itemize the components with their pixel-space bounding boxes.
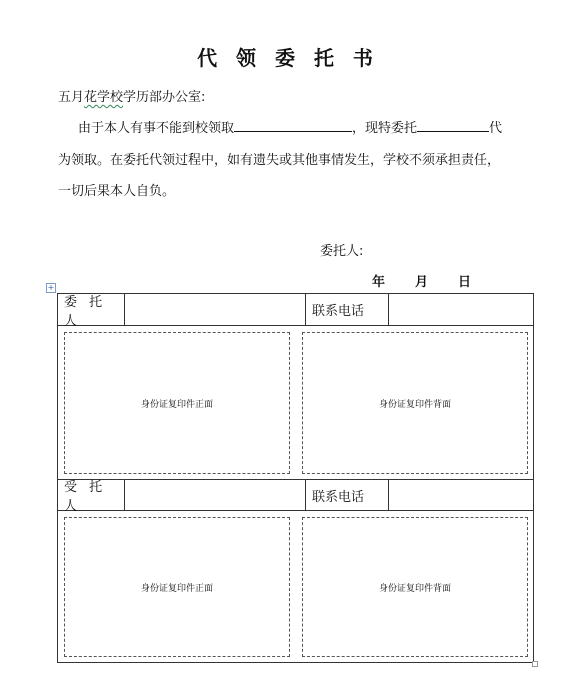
date-day: 日 [458, 275, 472, 290]
date-year: 年 [372, 275, 386, 290]
paragraph-line-2: 为领取。在委托代领过程中，如有遗失或其他事情发生，学校不须承担责任， [58, 153, 501, 168]
agent-row [58, 480, 533, 514]
principal-phone-label: 联系电话 [312, 304, 365, 319]
date-month: 月 [415, 275, 429, 290]
principal-name-cell[interactable] [125, 294, 305, 325]
principal-id-front-box[interactable]: 身份证复印件正面 [64, 332, 290, 474]
agent-name-cell[interactable] [125, 480, 305, 510]
addressee-school: 花学校 [84, 90, 124, 105]
document-title: 代 领 委 托 书 [197, 46, 379, 70]
table-resize-handle[interactable] [532, 661, 538, 667]
principal-id-back-box[interactable]: 身份证复印件背面 [302, 332, 528, 474]
addressee-line [58, 86, 205, 105]
para-text-a: 由于本人有事不能到校领取 [78, 121, 235, 136]
agent-name-blank[interactable] [417, 119, 489, 132]
signature-label: 委托人: [320, 244, 364, 259]
addressee-suffix: 学历部办公室: [123, 90, 206, 105]
principal-label: 委 托 人 [64, 294, 107, 329]
table-move-handle-icon[interactable]: + [47, 283, 55, 292]
principal-row [58, 294, 533, 329]
agent-label: 受 托 人 [64, 480, 107, 514]
agent-id-front-box[interactable]: 身份证复印件正面 [64, 517, 290, 657]
agent-phone-label: 联系电话 [312, 489, 365, 505]
agent-id-row [58, 511, 533, 662]
addressee-prefix: 五月 [58, 90, 85, 105]
principal-id-row [58, 326, 533, 480]
proxy-table [57, 293, 534, 663]
para-text-b: ，现特委托 [352, 121, 418, 136]
principal-phone-cell[interactable] [389, 294, 533, 325]
item-blank[interactable] [234, 119, 352, 132]
agent-phone-cell[interactable] [389, 480, 533, 510]
para-text-c: 代 [489, 121, 503, 136]
date-line [372, 271, 501, 290]
paragraph-line-3: 一切后果本人自负。 [58, 184, 176, 199]
agent-id-back-box[interactable]: 身份证复印件背面 [302, 517, 528, 657]
paragraph-line-1 [78, 117, 502, 136]
